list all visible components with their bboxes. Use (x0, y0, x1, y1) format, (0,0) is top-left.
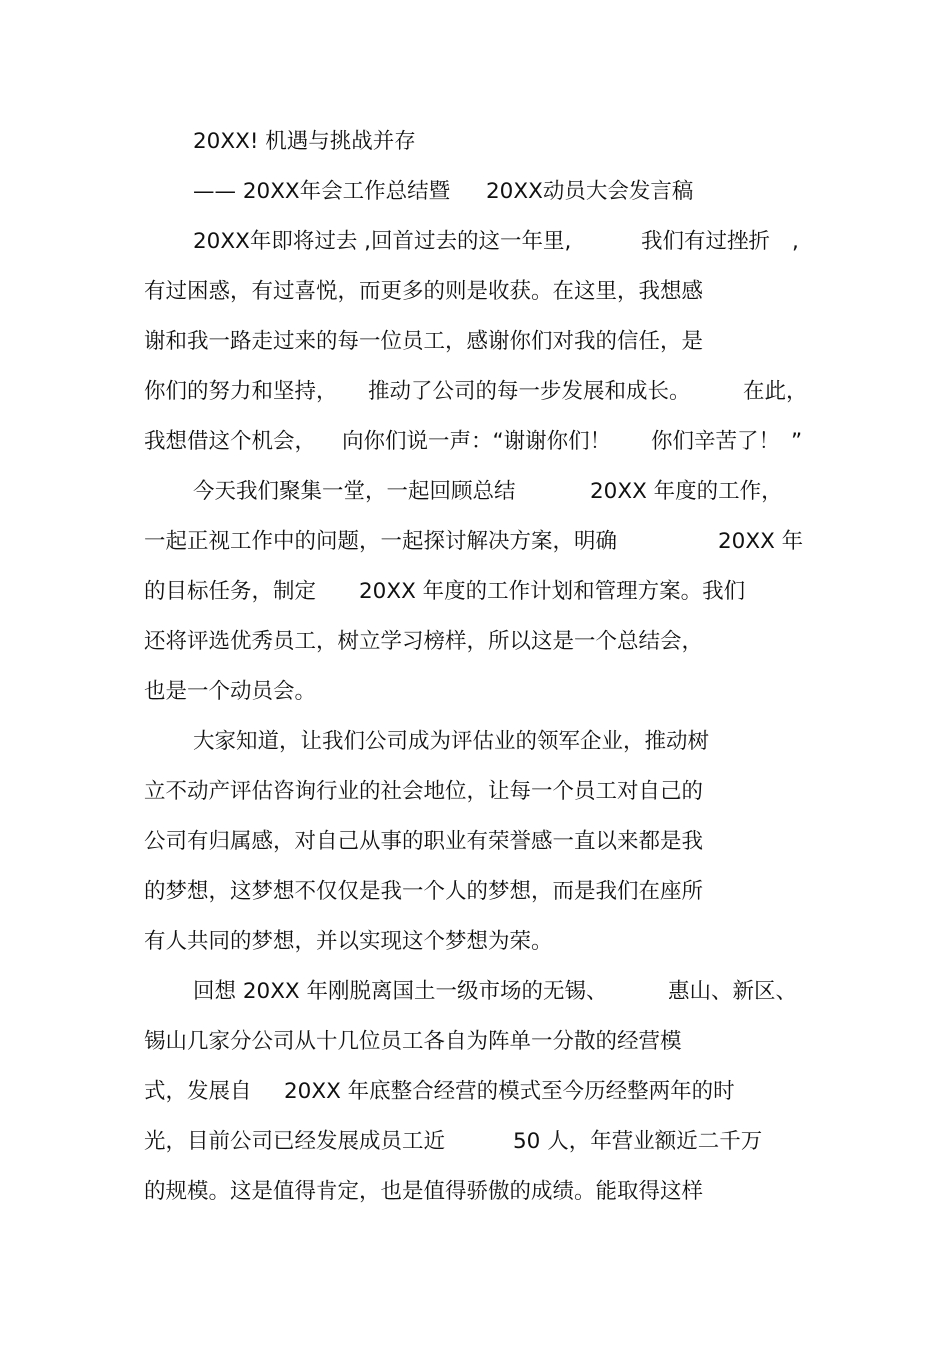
paragraph-line (0, 627, 950, 657)
line-segment: 20XX 年底整合经营的模式至今历经整两年的时 (284, 1079, 735, 1104)
paragraph-line (0, 327, 950, 357)
line-segment: 一起正视工作中的问题，一起探讨解决方案，明确 (144, 529, 618, 554)
paragraph-line (0, 227, 950, 257)
line-segment: 向你们说一声：“谢谢你们！ (342, 429, 612, 454)
paragraph-line (0, 777, 950, 807)
line-segment: 立不动产评估咨询行业的社会地位，让每一个员工对自己的 (144, 779, 704, 804)
paragraph-line (0, 1077, 950, 1107)
line-segment: 谢和我一路走过来的每一位员工，感谢你们对我的信任，是 (144, 329, 704, 354)
line-segment: 在此， (743, 379, 808, 404)
line-segment: 有过困惑，有过喜悦，而更多的则是收获。在这里，我想感 (144, 279, 704, 304)
title-text: 20XX! 机遇与挑战并存 (193, 129, 416, 154)
line-segment: , (792, 229, 799, 254)
paragraph-line (0, 527, 950, 557)
line-segment: 你们辛苦了！ (651, 429, 781, 454)
paragraph-line (0, 677, 950, 707)
paragraph-line (0, 1127, 950, 1157)
line-segment: 有人共同的梦想，并以实现这个梦想为荣。 (144, 929, 553, 954)
paragraph-line (0, 577, 950, 607)
paragraph-line (0, 1027, 950, 1057)
line-segment: 的规模。这是值得肯定，也是值得骄傲的成绩。能取得这样 (144, 1179, 704, 1204)
line-segment: 惠山、新区、 (668, 979, 798, 1004)
line-segment: 回想 20XX 年刚脱离国土一级市场的无锡、 (193, 979, 608, 1004)
line-segment: 也是一个动员会。 (144, 679, 317, 704)
paragraph-line (0, 277, 950, 307)
paragraph-line (0, 727, 950, 757)
subtitle-part: 20XX动员大会发言稿 (486, 179, 694, 204)
paragraph-line (0, 427, 950, 457)
paragraph-line (0, 477, 950, 507)
line-segment: 50 人，年营业额近二千万 (513, 1129, 763, 1154)
line-segment: 公司有归属感，对自己从事的职业有荣誉感一直以来都是我 (144, 829, 704, 854)
line-segment: 推动了公司的每一步发展和成长。 (368, 379, 691, 404)
line-segment: 锡山几家分公司从十几位员工各自为阵单一分散的经营模 (144, 1029, 682, 1054)
line-segment: 20XX 年 (718, 529, 804, 554)
line-segment: 的目标任务，制定 (144, 579, 317, 604)
line-segment: 我们有过挫折 (641, 229, 771, 254)
line-segment: 我想借这个机会， (144, 429, 317, 454)
paragraph-line (0, 927, 950, 957)
line-segment: 光，目前公司已经发展成员工近 (144, 1129, 446, 1154)
paragraph-line (0, 377, 950, 407)
subtitle-part: —— 20XX年会工作总结暨 (193, 179, 451, 204)
document-subtitle (0, 177, 950, 207)
line-segment: 你们的努力和坚持， (144, 379, 338, 404)
line-segment: 20XX年即将过去 ,回首过去的这一年里, (193, 229, 572, 254)
line-segment: 式，发展自 (144, 1079, 252, 1104)
line-segment: 今天我们聚集一堂，一起回顾总结 (193, 479, 516, 504)
line-segment: 的梦想，这梦想不仅仅是我一个人的梦想，而是我们在座所 (144, 879, 704, 904)
line-segment: 20XX 年度的工作， (590, 479, 783, 504)
line-segment: 大家知道，让我们公司成为评估业的领军企业，推动树 (193, 729, 710, 754)
paragraph-line (0, 877, 950, 907)
document-title (0, 127, 950, 157)
paragraph-line (0, 827, 950, 857)
line-segment: 20XX 年度的工作计划和管理方案。我们 (359, 579, 746, 604)
paragraph-line (0, 1177, 950, 1207)
line-segment: ” (791, 429, 803, 454)
paragraph-line (0, 977, 950, 1007)
line-segment: 还将评选优秀员工，树立学习榜样，所以这是一个总结会， (144, 629, 704, 654)
